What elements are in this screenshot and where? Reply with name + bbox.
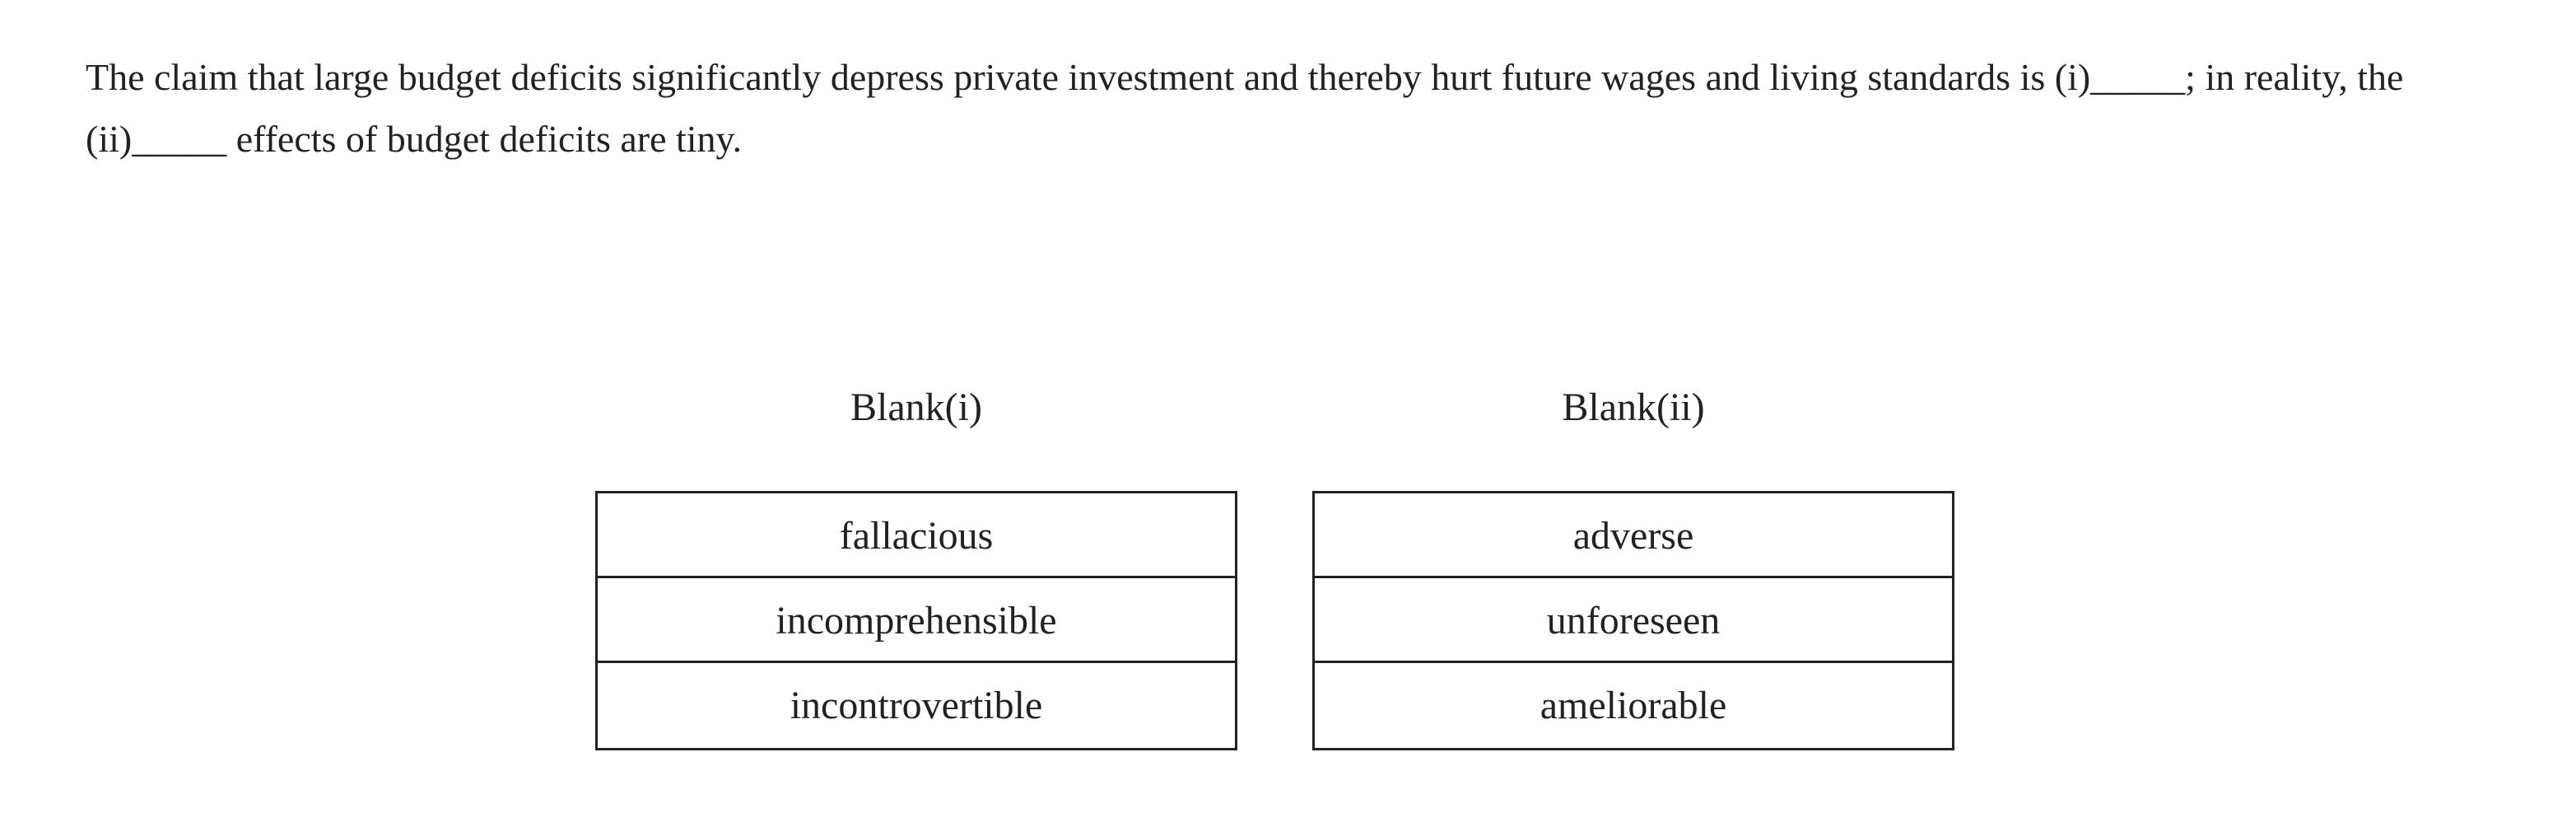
blank-i-column <box>595 379 1237 750</box>
blank-ii-options <box>1312 491 1954 750</box>
blank-ii-option-3[interactable]: ameliorable <box>1540 684 1727 727</box>
blank-ii-column <box>1312 379 1954 750</box>
blank-i-option-2[interactable]: incomprehensible <box>598 578 1235 663</box>
blank-i-option-1[interactable]: fallacious <box>598 493 1235 578</box>
blank-i-options <box>595 491 1237 750</box>
blank-i-header: Blank(i) <box>850 385 982 429</box>
blank-ii-header: Blank(ii) <box>1562 385 1705 429</box>
blank-i-option-3[interactable]: incontrovertible <box>790 684 1043 727</box>
blank-ii-option-1[interactable]: adverse <box>1315 493 1952 578</box>
blank-ii-option-2[interactable]: unforeseen <box>1315 578 1952 663</box>
question-text: The claim that large budget deficits significantly depress private investment and thereby hurt future wages and living standards is (i)_____; in reality, the (ii)_____ effects of budget deficits are tiny. <box>86 56 2404 160</box>
